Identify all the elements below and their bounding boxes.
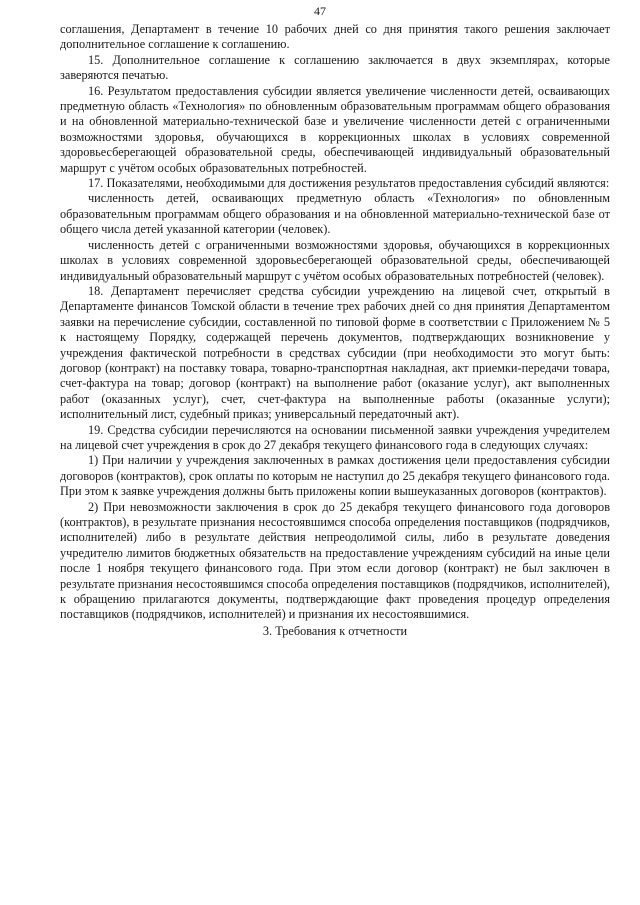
- paragraph-17-indicator-2: численность детей с ограниченными возможностями здоровья, обучающихся в коррекционных школах в условиях современной здоровьесберегающей образовательной среды, обеспечивающей индивидуальный образовательный маршрут с учётом особых образовательных потребностей (человек).: [60, 237, 610, 283]
- page-number: 47: [314, 4, 326, 18]
- paragraph-19-case-1: 1) При наличии у учреждения заключенных в рамках достижения цели предоставления субсидии договоров (контрактов), срок оплаты по которым не наступил до 25 декабря текущего финансового года. При этом к заявке учреждения должны быть приложены копии вышеуказанных договоров (контрактов).: [60, 453, 610, 499]
- paragraph-continuation: соглашения, Департамент в течение 10 рабочих дней со дня принятия такого решения заключает дополнительное соглашение к соглашению.: [60, 22, 610, 52]
- document-body: [60, 22, 610, 639]
- paragraph-15: 15. Дополнительное соглашение к соглашению заключается в двух экземплярах, которые заверяются печатью.: [60, 52, 610, 83]
- section-heading: 3. Требования к отчетности: [262, 623, 408, 638]
- paragraph-17: 17. Показателями, необходимыми для достижения результатов предоставления субсидий являются:: [88, 176, 610, 191]
- paragraph-16: 16. Результатом предоставления субсидии является увеличение численности детей, осваивающих предметную область «Технология» по обновленным образовательным программам общего образования и на обновленной материально-технической базе и увеличение численности детей с ограниченными возможностями здоровья, обучающихся в коррекционных школах в условиях современной здоровьесберегающей образовательной среды, обеспечивающей индивидуальный образовательный маршрут с учётом особых образовательных потребностей.: [60, 83, 610, 175]
- paragraph-17-indicator-1: численность детей, осваивающих предметную область «Технология» по обновленным образовательным программам общего образования и на обновленной материально-технической базе от общего числа детей указанной категории (человек).: [60, 191, 610, 237]
- paragraph-18: 18. Департамент перечисляет средства субсидии учреждению на лицевой счет, открытый в Департаменте финансов Томской области в течение трех рабочих дней со дня принятия Департаментом заявки на перечисление субсидии, составленной по типовой форме в соответствии с Приложением № 5 к настоящему Порядку, содержащей перечень документов, подтверждающих возникновение у учреждения фактической потребности в средствах субсидии (при необходимости это могут быть: договор (контракт) на поставку товара, товарно-транспортная накладная, акт приемки-передачи товара, счет-фактура на товар; договор (контракт) на выполнение работ (оказание услуг), акт выполненных работ (оказанных услуг), счет, счет-фактура на выполненные работы (оказанные услуги); исполнительный лист, судебный приказ; универсальный передаточный акт).: [60, 283, 610, 422]
- paragraph-19-case-2: 2) При невозможности заключения в срок до 25 декабря текущего финансового года договоров (контрактов), в результате признания несостоявшимся способа определения поставщиков (подрядчиков, исполнителей) либо в результате действия непреодолимой силы, либо в результате доведения учредителю лимитов бюджетных обязательств на предоставление учреждениям субсидий на иные цели после 1 ноября текущего финансового года. При этом если договор (контракт) не был заключен в результате признания несостоявшимся способа определения поставщиков (подрядчиков, исполнителей), к обращению прилагаются документы, подтверждающие факт проведения процедур определения поставщиков (подрядчиков, исполнителей) и признания их несостоявшимися.: [60, 499, 610, 622]
- paragraph-19: 19. Средства субсидии перечисляются на основании письменной заявки учреждения учредителем на лицевой счет учреждения в срок до 27 декабря текущего финансового года в следующих случаях:: [60, 422, 610, 452]
